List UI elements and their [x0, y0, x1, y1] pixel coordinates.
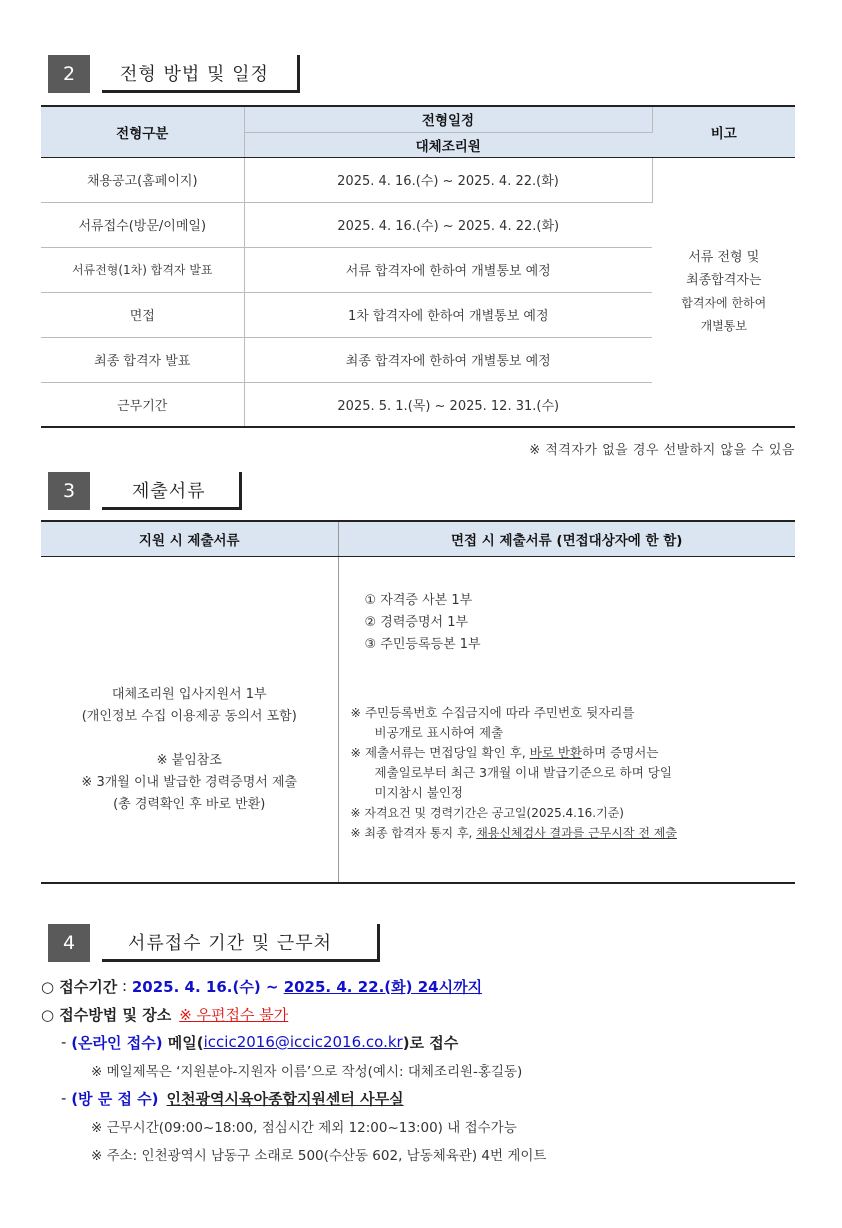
row-schedule: 2025. 4. 16.(수) ~ 2025. 4. 22.(화) — [244, 202, 652, 247]
section3-number: 3 — [48, 472, 90, 510]
method-warning: ※ 우편접수 불가 — [179, 1005, 289, 1024]
row-category: 면접 — [41, 292, 244, 337]
interview-docs-cell — [338, 556, 795, 883]
section2-number: 2 — [48, 55, 90, 93]
note-cell — [652, 157, 795, 427]
note-line: 제출일로부터 최근 3개월 이내 발급기준으로 하며 당일 — [374, 764, 672, 780]
section4-title: 서류접수 기간 및 근무처 — [102, 924, 380, 962]
row-schedule: 최종 합격자에 한하여 개별통보 예정 — [244, 337, 652, 382]
table-row — [41, 157, 795, 202]
note-line — [351, 823, 796, 843]
section4-number: 4 — [48, 924, 90, 962]
interview-notes — [351, 703, 796, 843]
note-line: 미지참시 불인정 — [374, 784, 463, 800]
visit-label: (방 문 접 수) — [71, 1089, 159, 1108]
row-category: 근무기간 — [41, 382, 244, 427]
section3-header — [48, 472, 242, 510]
row-schedule: 서류 합격자에 한하여 개별통보 예정 — [244, 247, 652, 292]
note-underlined-text: 채용신체검사 결과를 근무시작 전 제출 — [476, 825, 677, 840]
col-schedule-header: 전형일정 — [244, 106, 652, 132]
col-apply-header: 지원 시 제출서류 — [41, 521, 338, 556]
period-separator: : — [117, 977, 132, 995]
apply-docs-cell — [41, 556, 338, 883]
note-line: 비공개로 표시하여 제출 — [374, 724, 504, 740]
documents-table — [41, 520, 795, 884]
method-label: ○ 접수방법 및 장소 — [41, 1005, 172, 1024]
apply-line: (총 경력확인 후 바로 반환) — [113, 796, 266, 812]
col-schedule-subheader: 대체조리원 — [244, 132, 652, 157]
row-category: 최종 합격자 발표 — [41, 337, 244, 382]
interview-doc-list — [351, 590, 796, 656]
section4-body — [41, 972, 801, 1168]
period-end: 2025. 4. 22.(화) 24시까지 — [283, 977, 483, 996]
online-label: (온라인 접수) — [71, 1033, 163, 1052]
visit-hours: ※ 근무시간(09:00~18:00, 점심시간 제외 12:00~13:00) 내 접수가능 — [91, 1120, 517, 1136]
row-schedule: 1차 합격자에 한하여 개별통보 예정 — [244, 292, 652, 337]
note-line: 합격자에 한하여 — [681, 295, 767, 310]
list-item: ③ 주민등록등본 1부 — [364, 636, 481, 652]
online-dash: - — [61, 1033, 72, 1051]
online-line — [41, 1028, 801, 1056]
period-line — [41, 972, 801, 1000]
note-line: ※ 주민등록번호 수집금지에 따라 주민번호 뒷자리를 — [350, 704, 635, 720]
col-interview-header: 면접 시 제출서류 (면접대상자에 한 함) — [338, 521, 795, 556]
online-mail-suffix: )로 접수 — [402, 1033, 459, 1052]
apply-line — [41, 728, 338, 750]
row-category: 채용공고(홈페이지) — [41, 157, 244, 202]
note-text: ※ 최종 합격자 통지 후, — [350, 825, 477, 840]
email-link[interactable]: iccic2016@iccic2016.co.kr — [203, 1033, 403, 1051]
note-text: ※ 제출서류는 면접당일 확인 후, — [350, 744, 530, 760]
visit-line — [41, 1084, 801, 1112]
section3-title: 제출서류 — [102, 472, 242, 510]
apply-line: 대체조리원 입사지원서 1부 — [111, 686, 267, 702]
visit-address: ※ 주소: 인천광역시 남동구 소래로 500(수산동 602, 남동체육관) 4번 게이트 — [91, 1148, 547, 1164]
note-underlined-text: 바로 반환 — [529, 744, 582, 760]
row-category: 서류접수(방문/이메일) — [41, 202, 244, 247]
online-note: ※ 메일제목은 ‘지원분야-지원자 이름’으로 작성(예시: 대체조리원-홍길동) — [91, 1064, 523, 1080]
online-mail-prefix: 메일( — [162, 1033, 204, 1052]
apply-line: (개인정보 수집 이용제공 동의서 포함) — [81, 708, 297, 724]
note-line: 최종합격자는 — [686, 272, 762, 288]
visit-dash: - — [61, 1089, 72, 1107]
row-schedule: 2025. 4. 16.(수) ~ 2025. 4. 22.(화) — [244, 157, 652, 202]
apply-line: ※ 3개월 이내 발급한 경력증명서 제출 — [81, 774, 298, 790]
section4-header — [48, 924, 380, 962]
apply-line: ※ 붙임참조 — [156, 752, 222, 768]
section2-title: 전형 방법 및 일정 — [102, 55, 300, 93]
period-label: ○ 접수기간 — [41, 977, 118, 996]
note-line: 서류 전형 및 — [688, 249, 760, 265]
list-item: ① 자격증 사본 1부 — [364, 592, 473, 608]
note-line — [351, 743, 796, 763]
list-item: ② 경력증명서 1부 — [364, 614, 469, 630]
col-category-header: 전형구분 — [41, 106, 244, 157]
col-note-header: 비고 — [652, 106, 795, 157]
note-line: 개별통보 — [700, 318, 747, 333]
note-line: ※ 자격요건 및 경력기간은 공고일(2025.4.16.기준) — [350, 805, 624, 820]
section2-footnote: ※ 적격자가 없을 경우 선발하지 않을 수 있음 — [529, 443, 795, 458]
method-line — [41, 1000, 801, 1028]
note-text: 하며 증명서는 — [582, 744, 659, 760]
row-category: 서류전형(1차) 합격자 발표 — [41, 247, 244, 292]
row-schedule: 2025. 5. 1.(목) ~ 2025. 12. 31.(수) — [337, 398, 560, 414]
period-start: 2025. 4. 16.(수) ~ — [131, 977, 284, 996]
schedule-table — [41, 105, 795, 428]
section2-header — [48, 55, 300, 93]
visit-place: 인천광역시육아종합지원센터 사무실 — [166, 1089, 404, 1108]
